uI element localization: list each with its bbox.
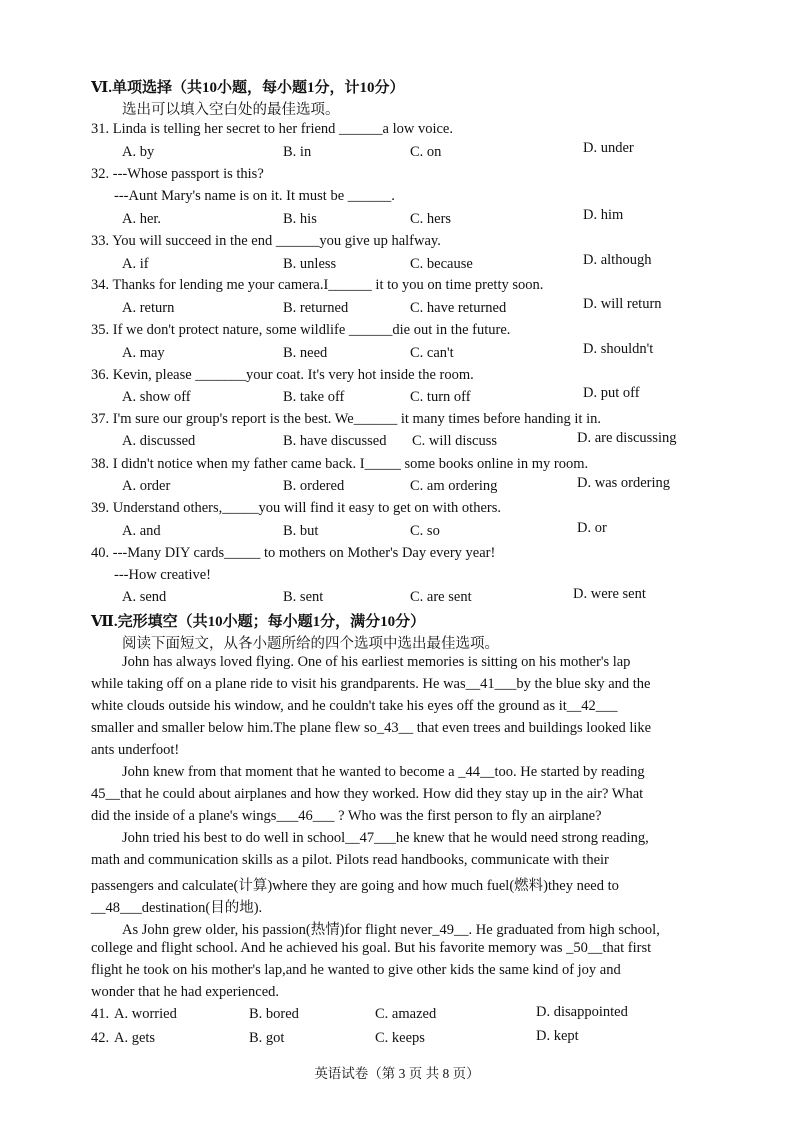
option-a[interactable]: A. show off <box>122 389 191 405</box>
option-d[interactable]: D. was ordering <box>577 475 671 491</box>
option-d[interactable]: D. will return <box>583 296 662 312</box>
question-stem-line2: ---Aunt Mary's name is on it. It must be ______. <box>114 188 395 204</box>
option-a[interactable]: A. by <box>122 144 155 160</box>
option-d[interactable]: D. were sent <box>573 586 646 602</box>
option-c[interactable]: C. because <box>410 256 473 272</box>
question-stem: 36. Kevin, please _______your coat. It's very hot inside the room. <box>91 367 474 383</box>
option-b[interactable]: B. have discussed <box>283 433 387 449</box>
option-c[interactable]: C. will discuss <box>412 433 497 449</box>
question-number: 41. <box>91 1006 110 1022</box>
option-c[interactable]: C. are sent <box>410 589 472 605</box>
passage-line: math and communication skills as a pilot. Pilots read handbooks, communicate with their <box>91 852 609 868</box>
option-c[interactable]: C. so <box>410 523 440 539</box>
passage-line: passengers and calculate(计算)where they are going and how much fuel(燃料)they need to <box>91 878 619 894</box>
option-d[interactable]: D. disappointed <box>536 1004 628 1020</box>
option-c[interactable]: C. turn off <box>410 389 471 405</box>
page-footer: 英语试卷（第 3 页 共 8 页） <box>314 1066 480 1081</box>
question-stem: 40. ---Many DIY cards_____ to mothers on Mother's Day every year! <box>91 545 496 561</box>
option-a[interactable]: A. may <box>122 345 165 361</box>
passage-line: __48___destination(目的地). <box>91 900 263 916</box>
option-a[interactable]: A. and <box>122 523 161 539</box>
option-a[interactable]: A. gets <box>114 1030 156 1046</box>
option-b[interactable]: B. but <box>283 523 319 539</box>
option-b[interactable]: B. need <box>283 345 328 361</box>
option-a[interactable]: A. return <box>122 300 175 316</box>
question-number: 42. <box>91 1030 110 1046</box>
option-b[interactable]: B. take off <box>283 389 345 405</box>
option-b[interactable]: B. in <box>283 144 312 160</box>
option-c[interactable]: C. amazed <box>375 1006 437 1022</box>
option-d[interactable]: D. are discussing <box>577 430 677 446</box>
question-stem: 38. I didn't notice when my father came back. I_____ some books online in my room. <box>91 456 589 472</box>
option-d[interactable]: D. shouldn't <box>583 341 654 357</box>
option-d[interactable]: D. kept <box>536 1028 579 1044</box>
option-c[interactable]: C. can't <box>410 345 454 361</box>
option-a[interactable]: A. send <box>122 589 167 605</box>
passage-line: 45__that he could about airplanes and how they worked. How did they stay up in the air? What <box>91 786 644 802</box>
option-b[interactable]: B. bored <box>249 1006 299 1022</box>
question-stem: 34. Thanks for lending me your camera.I______ it to you on time pretty soon. <box>91 277 544 293</box>
option-a[interactable]: A. if <box>122 256 149 272</box>
option-b[interactable]: B. returned <box>283 300 349 316</box>
passage-line: wonder that he had experienced. <box>91 984 280 1000</box>
question-stem: 33. You will succeed in the end ______you give up halfway. <box>91 233 441 249</box>
option-c[interactable]: C. hers <box>410 211 452 227</box>
passage-line: while taking off on a plane ride to visit his grandparents. He was__41___by the blue sky and the <box>91 676 651 692</box>
option-b[interactable]: B. ordered <box>283 478 345 494</box>
question-stem: 39. Understand others,_____you will find it easy to get on with others. <box>91 500 501 516</box>
question-stem: 37. I'm sure our group's report is the best. We______ it many times before handing it in. <box>91 411 601 427</box>
passage-line: college and flight school. And he achieved his goal. But his favorite memory was _50__that first <box>91 940 652 956</box>
passage-line: flight he took on his mother's lap,and he wanted to give other kids the same kind of joy and <box>91 962 621 978</box>
option-b[interactable]: B. sent <box>283 589 324 605</box>
option-d[interactable]: D. under <box>583 140 634 156</box>
option-b[interactable]: B. his <box>283 211 317 227</box>
option-d[interactable]: D. him <box>583 207 624 223</box>
option-c[interactable]: C. on <box>410 144 442 160</box>
passage-line: ants underfoot! <box>91 742 180 758</box>
passage-line: did the inside of a plane's wings___46___ ? Who was the first person to fly an airplane? <box>91 808 602 824</box>
option-a[interactable]: A. order <box>122 478 171 494</box>
option-c[interactable]: C. keeps <box>375 1030 425 1046</box>
question-stem: 32. ---Whose passport is this? <box>91 166 264 182</box>
passage-line: John has always loved flying. One of his earliest memories is sitting on his mother's lap <box>122 654 631 670</box>
option-c[interactable]: C. am ordering <box>410 478 498 494</box>
option-c[interactable]: C. have returned <box>410 300 507 316</box>
passage-line: white clouds outside his window, and he couldn't take his eyes off the ground as it__42___ <box>91 698 618 714</box>
option-d[interactable]: D. or <box>577 520 607 536</box>
section-6-instruction: 选出可以填入空白处的最佳选项。 <box>122 102 340 118</box>
question-stem: 35. If we don't protect nature, some wildlife ______die out in the future. <box>91 322 511 338</box>
question-stem: 31. Linda is telling her secret to her friend ______a low voice. <box>91 121 453 137</box>
option-d[interactable]: D. put off <box>583 385 640 401</box>
question-stem-line2: ---How creative! <box>114 567 212 583</box>
passage-line: smaller and smaller below him.The plane flew so_43__ that even trees and buildings looked like <box>91 720 652 736</box>
passage-line: John knew from that moment that he wanted to become a _44__too. He started by reading <box>122 764 645 780</box>
passage-line: John tried his best to do well in school__47___he knew that he would need strong reading, <box>122 830 649 846</box>
option-a[interactable]: A. her. <box>122 211 162 227</box>
section-6-title: Ⅵ.单项选择（共10小题，每小题1分，计10分） <box>91 80 405 96</box>
option-d[interactable]: D. although <box>583 252 652 268</box>
option-b[interactable]: B. unless <box>283 256 337 272</box>
option-a[interactable]: A. discussed <box>122 433 196 449</box>
option-a[interactable]: A. worried <box>114 1006 177 1022</box>
section-7-instruction: 阅读下面短文，从各小题所给的四个选项中选出最佳选项。 <box>122 636 499 652</box>
passage-line: As John grew older, his passion(热情)for flight never_49__. He graduated from high school, <box>122 922 660 938</box>
section-7-title: Ⅶ.完形填空（共10小题；每小题1分，满分10分） <box>91 614 426 630</box>
option-b[interactable]: B. got <box>249 1030 285 1046</box>
